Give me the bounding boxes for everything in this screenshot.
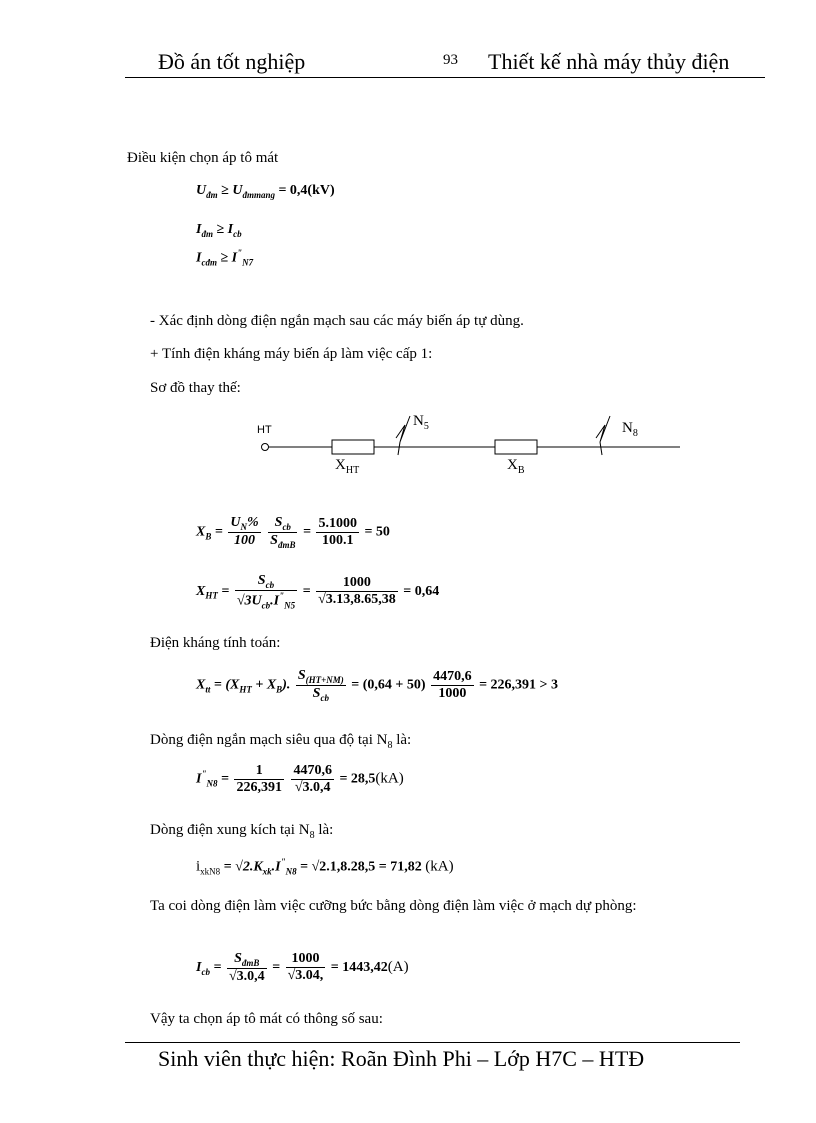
reactance-ht-sub: HT bbox=[345, 465, 360, 476]
source-node bbox=[262, 444, 269, 451]
reactance-ht-letter: X bbox=[335, 457, 346, 473]
equation-xtt: $X_{tt} = (X_{HT} + X_B)$. $\frac{S_{(HT+NM)}}{S_{cb}}$ = (0,64 + 50) $\frac{4470,6}{1000}$ = 226,391 > 3 bbox=[196, 668, 559, 703]
fraction-cb-symbolic: $\frac{S_{đmB}}{√3.0,4}$ bbox=[228, 951, 265, 984]
fraction-cb-values bbox=[286, 951, 326, 984]
line-reactance: + Tính điện kháng máy biến áp làm việc cấp 1: bbox=[150, 346, 433, 362]
fault-n8-lead bbox=[600, 442, 602, 455]
fraction-un: $\frac{U_N\%}{100}$ bbox=[230, 515, 259, 549]
line-equivalent: Sơ đồ thay thế: bbox=[150, 380, 241, 396]
fraction-transient-2 bbox=[291, 763, 334, 796]
equation-current: $I_{đm} \ge I_{cb}$ bbox=[196, 222, 242, 239]
reactance-b-box bbox=[495, 440, 537, 454]
line-surge bbox=[150, 822, 333, 841]
line-surge-sub: 8 bbox=[309, 830, 315, 841]
header-left: Đồ án tốt nghiệp bbox=[158, 49, 306, 74]
reactance-ht-label bbox=[335, 457, 359, 476]
equation-transient-current: $I^"_{N8}$ = $\frac{1}{226,391}$ $\frac{4470,6}{√3.0,4}$ = 28,5(kA) bbox=[196, 763, 404, 795]
reactance-b-label bbox=[507, 457, 525, 476]
fault-n5-letter: N bbox=[413, 413, 424, 429]
cb-result: = 1443,42 bbox=[330, 960, 388, 976]
xht-denominator: √3.13,8.65,38 bbox=[318, 592, 396, 608]
cb-denominator-1: √3.0,4 bbox=[228, 968, 265, 984]
fault-n8-label bbox=[622, 420, 638, 439]
cb-denominator-2: √3.04, bbox=[287, 968, 324, 984]
equation-voltage-rhs: = 0,4(kV) bbox=[278, 183, 335, 198]
paragraph-forced: Ta coi dòng điện làm việc cưỡng bức bằng dòng điện làm việc ở mạch dự phòng: bbox=[150, 898, 637, 914]
surge-unit: (kA) bbox=[425, 858, 454, 875]
reactance-b-letter: X bbox=[507, 457, 518, 473]
footer-text: Sinh viên thực hiện: Roãn Đình Phi – Lớp H7C – HTĐ bbox=[158, 1046, 645, 1071]
fraction-xht-values bbox=[316, 575, 398, 608]
line-transient bbox=[150, 732, 411, 751]
cb-numerator-2: 1000 bbox=[286, 951, 326, 968]
equation-cb-current: $I_{cb}$ = $\frac{S_{đmB}}{√3.0,4}$ = $\frac{1000}{√3.04,}$ = 1443,42(A) bbox=[196, 951, 409, 984]
line-transient-text: Dòng điện ngắn mạch siêu qua độ tại N bbox=[150, 732, 388, 748]
reactance-b-sub: B bbox=[517, 465, 525, 476]
xb-numerator: 5.1000 bbox=[318, 515, 357, 531]
surge-result: = √2.1,8.28,5 = 71,82 bbox=[300, 859, 422, 875]
transient-denominator-2: √3.0,4 bbox=[294, 780, 331, 795]
xb-denominator: 100.1 bbox=[321, 532, 354, 548]
transient-numerator-1: 1 bbox=[234, 763, 284, 780]
fault-n5-label bbox=[413, 413, 429, 432]
equation-xht: $X_{HT}$ = $\frac{S_{cb}}{√3U_{cb}.I^"_{N5}}$ = $\frac{1000}{√3.13,8.65,38}$ = 0,64 bbox=[196, 573, 440, 611]
transient-result: = 28,5 bbox=[339, 771, 376, 787]
fault-n5-symbol bbox=[396, 416, 410, 442]
transient-unit: (kA) bbox=[375, 770, 404, 787]
header-rule bbox=[125, 77, 765, 78]
xtt-numerator: 4470,6 bbox=[433, 668, 472, 684]
fraction-xb-values bbox=[316, 516, 359, 549]
xht-numerator: 1000 bbox=[316, 575, 398, 592]
header-right: Thiết kế nhà máy thủy điện bbox=[488, 49, 730, 74]
fault-n8-letter: N bbox=[622, 420, 633, 436]
cb-unit: (A) bbox=[387, 959, 409, 976]
xtt-result: = 226,391 > 3 bbox=[479, 677, 559, 693]
fault-n8-sub: 8 bbox=[632, 428, 638, 439]
surge-lhs: i bbox=[196, 858, 201, 875]
page-number: 93 bbox=[443, 52, 458, 68]
fraction-xtt-symbolic: $\frac{S_{(HT+NM)}}{S_{cb}}$ bbox=[297, 668, 344, 703]
xht-result: = 0,64 bbox=[403, 583, 440, 599]
fraction-transient-1 bbox=[234, 763, 284, 796]
line-surge-end: là: bbox=[314, 822, 334, 838]
transient-denominator-1: 226,391 bbox=[236, 780, 282, 795]
equation-breaking: $I_{cđm} \ge I^"_{N7}$ bbox=[196, 248, 254, 268]
reactance-ht-box bbox=[332, 440, 374, 454]
equation-surge-current: $i_{xkN8} = √2.K_{xk}.I^"_{N8} = √2.1,8.28,5 = 71,82$ (kA) bbox=[196, 857, 454, 877]
footer-rule bbox=[125, 1042, 740, 1043]
transient-numerator-2: 4470,6 bbox=[293, 763, 332, 778]
source-label: HT bbox=[257, 424, 272, 436]
fault-n5-lead bbox=[398, 442, 400, 455]
fault-n8-symbol bbox=[596, 416, 610, 442]
line-transient-sub: 8 bbox=[387, 740, 393, 751]
fraction-xtt-values bbox=[431, 669, 474, 702]
condition-title: Điều kiện chọn áp tô mát bbox=[127, 150, 279, 166]
line-transient-end: là: bbox=[392, 732, 412, 748]
surge-lhs-sub: xkN8 bbox=[200, 866, 221, 877]
xb-result: = 50 bbox=[364, 524, 390, 540]
equation-voltage: $U_{đm} \ge U_{đmmang} = 0,4(kV)$ bbox=[196, 183, 335, 200]
equation-xb: $X_B$ = $\frac{U_N\%}{100}$ $\frac{S_{cb}}{S_{đmB}}$ = $\frac{5.1000}{100.1}$ = 50 bbox=[196, 515, 390, 550]
line-calc-reactance: Điện kháng tính toán: bbox=[150, 635, 281, 651]
fraction-scb: $\frac{S_{cb}}{S_{đmB}}$ bbox=[270, 515, 296, 550]
line-short-circuit: - Xác định dòng điện ngắn mạch sau các máy biến áp tự dùng. bbox=[150, 313, 524, 329]
fault-n5-sub: 5 bbox=[423, 421, 429, 432]
line-select: Vậy ta chọn áp tô mát có thông số sau: bbox=[150, 1011, 383, 1027]
line-surge-text: Dòng điện xung kích tại N bbox=[150, 822, 310, 838]
fraction-xht-symbolic: $\frac{S_{cb}}{√3U_{cb}.I^"_{N5}}$ bbox=[236, 573, 296, 611]
xtt-denominator: 1000 bbox=[438, 685, 467, 701]
xtt-middle: = (0,64 + 50) bbox=[351, 677, 426, 693]
